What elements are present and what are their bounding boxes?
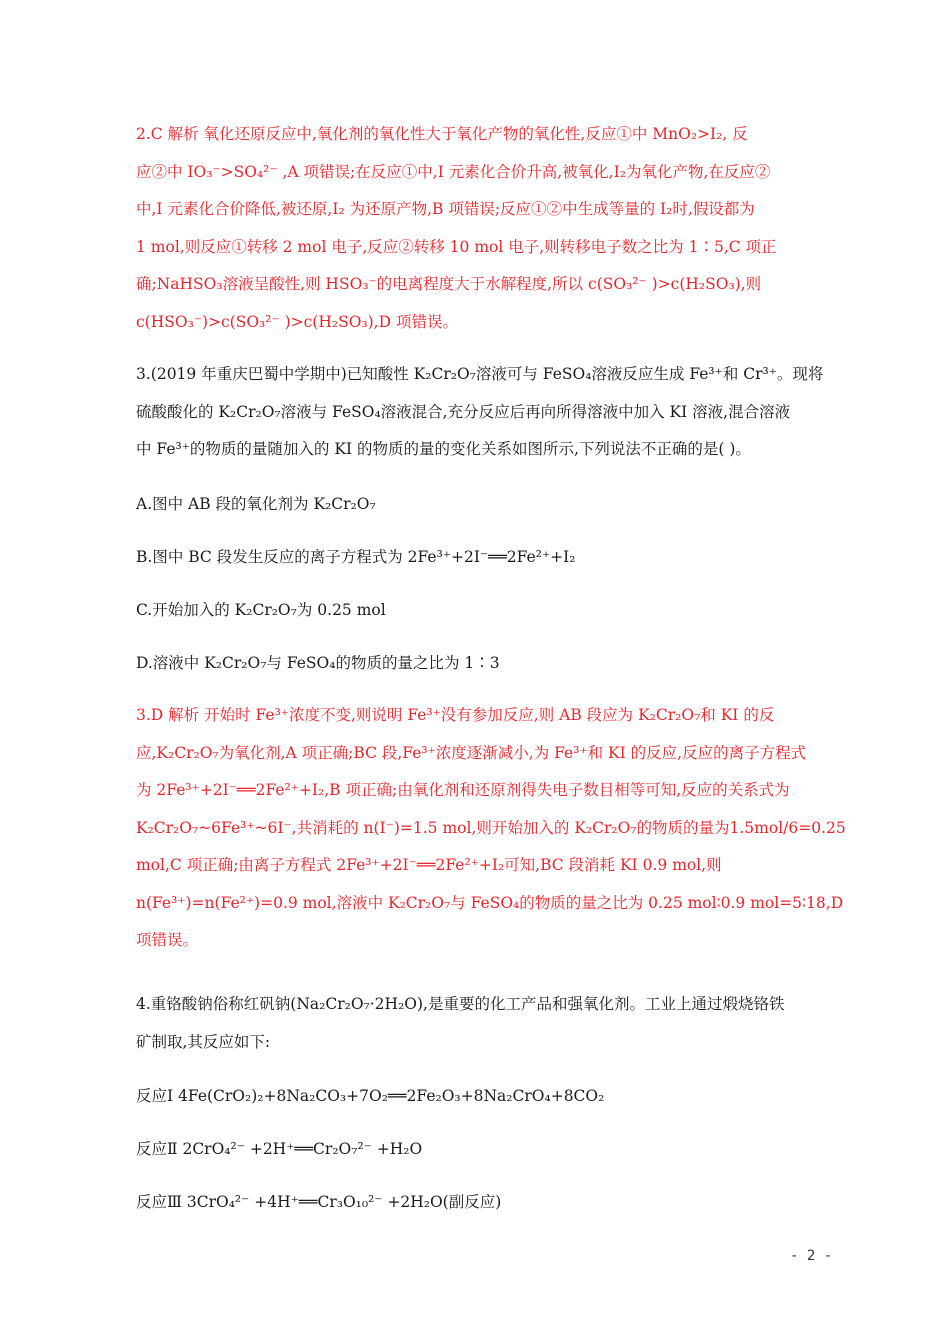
q3-stem-line: 中 Fe³⁺的物质的量随加入的 KI 的物质的量的变化关系如图所示,下列说法不正确的是( )。 [136,440,751,458]
q3-answer-line: K₂Cr₂O₇~6Fe³⁺~6I⁻,共消耗的 n(I⁻)=1.5 mol,则开始加入的 K₂Cr₂O₇的物质的量为1.5mol/6=0.25 [136,818,846,837]
page-number: - 2 - [790,1248,833,1264]
q2-answer-line: 应②中 IO₃⁻>SO₄²⁻ ,A 项错误;在反应①中,I 元素化合价升高,被氧化,I₂为氧化产物,在反应② [136,162,771,181]
q2-answer-line: 确;NaHSO₃溶液呈酸性,则 HSO₃⁻的电离程度大于水解程度,所以 c(SO₃²⁻ )>c(H₂SO₃),则 [136,275,762,293]
q4-reaction-3: 反应Ⅲ 3CrO₄²⁻ +4H⁺══Cr₃O₁₀²⁻ +2H₂O(副反应) [136,1193,502,1211]
q3-answer-line: 3.D 解析 开始时 Fe³⁺浓度不变,则说明 Fe³⁺没有参加反应,则 AB 段应为 K₂Cr₂O₇和 KI 的反 [136,706,775,724]
q3-answer [136,697,846,960]
q4-reaction-2: 反应Ⅱ 2CrO₄²⁻ +2H⁺══Cr₂O₇²⁻ +H₂O [136,1140,423,1158]
q4-reaction-1: 反应Ⅰ 4Fe(CrO₂)₂+8Na₂CO₃+7O₂══2Fe₂O₃+8Na₂CrO₄+8CO₂ [136,1087,605,1105]
q3-option-b: B.图中 BC 段发生反应的离子方程式为 2Fe³⁺+2I⁻══2Fe²⁺+I₂ [136,548,576,566]
q4-stem-line: 4.重铬酸钠俗称红矾钠(Na₂Cr₂O₇·2H₂O),是重要的化工产品和强氧化剂。工业上通过煅烧铬铁 [136,995,785,1013]
q3-answer-line: 应,K₂Cr₂O₇为氧化剂,A 项正确;BC 段,Fe³⁺浓度逐渐减小,为 Fe³⁺和 KI 的反应,反应的离子方程式 [136,743,807,762]
q2-answer-line: 1 mol,则反应①转移 2 mol 电子,反应②转移 10 mol 电子,则转移电子数之比为 1∶5,C 项正 [136,237,777,256]
q2-answer-line: c(HSO₃⁻)>c(SO₃²⁻ )>c(H₂SO₃),D 项错误。 [136,312,458,331]
q2-answer-line: 2.C 解析 氧化还原反应中,氧化剂的氧化性大于氧化产物的氧化性,反应①中 MnO₂>I₂, 反 [136,125,748,143]
q3-answer-line: n(Fe³⁺)=n(Fe²⁺)=0.9 mol,溶液中 K₂Cr₂O₇与 FeSO₄的物质的量之比为 0.25 mol∶0.9 mol=5∶18,D [136,893,844,912]
q3-stem-line: 硫酸酸化的 K₂Cr₂O₇溶液与 FeSO₄溶液混合,充分反应后再向所得溶液中加入 KI 溶液,混合溶液 [136,402,791,421]
q3-answer-line: 项错误。 [136,931,199,949]
q3-stem-line: 3.(2019 年重庆巴蜀中学期中)已知酸性 K₂Cr₂O₇溶液可与 FeSO₄溶液反应生成 Fe³⁺和 Cr³⁺。现将 [136,365,824,383]
q2-answer-line: 中,I 元素化合价降低,被还原,I₂ 为还原产物,B 项错误;反应①②中生成等量的 I₂时,假设都为 [136,200,755,218]
q2-answer [136,116,816,341]
q3-stem [136,356,824,469]
q4-stem [136,986,816,1061]
q3-answer-line: 为 2Fe³⁺+2I⁻══2Fe²⁺+I₂,B 项正确;由氧化剂和还原剂得失电子数目相等可知,反应的关系式为 [136,781,790,799]
q3-option-d: D.溶液中 K₂Cr₂O₇与 FeSO₄的物质的量之比为 1∶3 [136,654,500,672]
q3-option-a: A.图中 AB 段的氧化剂为 K₂Cr₂O₇ [136,495,376,513]
q4-stem-line: 矿制取,其反应如下: [136,1032,271,1051]
q3-answer-line: mol,C 项正确;由离子方程式 2Fe³⁺+2I⁻══2Fe²⁺+I₂可知,BC 段消耗 KI 0.9 mol,则 [136,856,722,874]
q3-option-c: C.开始加入的 K₂Cr₂O₇为 0.25 mol [136,601,386,619]
